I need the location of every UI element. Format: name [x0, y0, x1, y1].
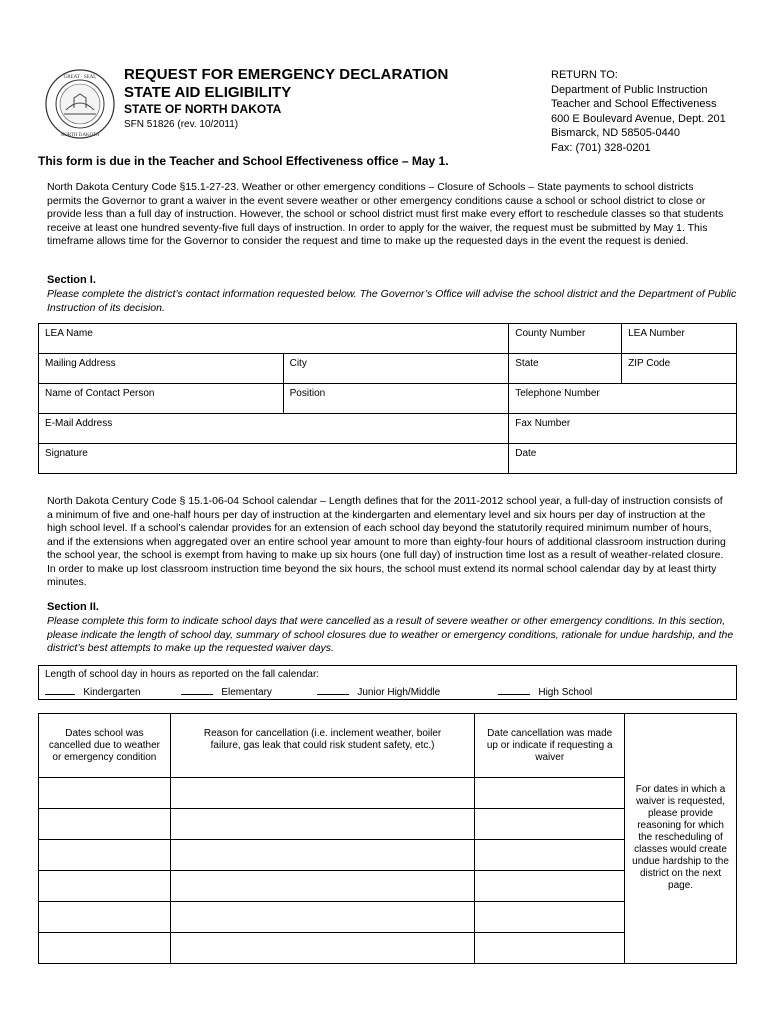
city-field[interactable] — [283, 354, 509, 384]
date-field[interactable] — [509, 444, 737, 474]
reason-cell[interactable] — [170, 778, 475, 809]
reason-cell[interactable] — [170, 809, 475, 840]
dates-column-header: Dates school was cancelled due to weather or emergency condition — [39, 714, 171, 778]
contact-person-field[interactable] — [39, 384, 284, 414]
lea-number-field[interactable] — [622, 324, 737, 354]
form-number: SFN 51826 (rev. 10/2011) — [124, 119, 239, 130]
field-label: Position — [289, 388, 326, 399]
field-label: Signature — [45, 448, 88, 459]
field-label: LEA Number — [628, 328, 685, 339]
return-to-line: 600 E Boulevard Avenue, Dept. 201 — [551, 112, 726, 125]
fax-field[interactable] — [509, 414, 737, 444]
field-label: Fax Number — [515, 418, 571, 429]
makeup-cell[interactable] — [475, 933, 625, 964]
form-title: REQUEST FOR EMERGENCY DECLARATION — [124, 66, 449, 83]
field-label: Mailing Address — [45, 358, 116, 369]
section-1-title: Section I. — [47, 274, 96, 286]
makeup-cell[interactable] — [475, 902, 625, 933]
school-day-length-box — [38, 665, 737, 700]
cancellation-dates-table — [38, 713, 737, 964]
date-cell[interactable] — [39, 840, 171, 871]
mailing-address-field[interactable] — [39, 354, 284, 384]
county-number-field[interactable] — [509, 324, 622, 354]
form-subtitle: STATE AID ELIGIBILITY — [124, 84, 292, 101]
svg-text:GREAT · SEAL: GREAT · SEAL — [63, 75, 97, 80]
field-label: E-Mail Address — [45, 418, 113, 429]
makeup-column-header: Date cancellation was made up or indicate if requesting a waiver — [475, 714, 625, 778]
hardship-side-note: For dates in which a waiver is requested, please provide reasoning for which the rescheduling of classes would create undue hardship to the district on the next page. — [625, 714, 737, 964]
makeup-cell[interactable] — [475, 809, 625, 840]
section-2-title: Section II. — [47, 601, 99, 613]
due-notice: This form is due in the Teacher and School Effectiveness office – May 1. — [38, 154, 449, 168]
intro-paragraph: North Dakota Century Code §15.1-27-23. Weather or other emergency conditions – Closure of Schools – State payments to school districts permits the Governor to grant a waiver in the event severe weather or other emergency conditions cause a school or school district to close or provide less than a full day of instruction. However, the school or school district must first make every effort to reschedule classes so that students receive at least one hundred seventy-five full days of instruction. In order to apply for the waiver, the request must be submitted by May 1. This timeframe allows time for the Governor to consider the request and time to make up the requested days in the event the request is denied. — [47, 181, 724, 247]
return-to-line: Department of Public Instruction — [551, 83, 708, 96]
field-label: County Number — [515, 328, 586, 339]
level-label: Junior High/Middle — [357, 687, 441, 698]
state-field[interactable] — [509, 354, 622, 384]
section-1-instructions: Please complete the district’s contact information requested below. The Governor’s Office will advise the school district and the Department of Public Instruction of its decision. — [47, 288, 737, 314]
field-label: State — [515, 358, 539, 369]
field-label: ZIP Code — [628, 358, 671, 369]
makeup-cell[interactable] — [475, 778, 625, 809]
state-name: STATE OF NORTH DAKOTA — [124, 102, 282, 116]
kindergarten-hours-input[interactable] — [45, 685, 75, 695]
email-field[interactable] — [39, 414, 509, 444]
school-day-length-label: Length of school day in hours as reported on the fall calendar: — [45, 669, 320, 680]
elementary-hours-input[interactable] — [181, 685, 213, 695]
svg-text:NORTH DAKOTA: NORTH DAKOTA — [60, 133, 100, 138]
return-to-block — [551, 68, 726, 155]
junior-high-hours-input[interactable] — [317, 685, 349, 695]
section-2-instructions: Please complete this form to indicate school days that were cancelled as a result of severe weather or other emergency conditions. In this section, please indicate the length of school day, summary of school closures due to weather or emergency conditions, rationale for undue hardship, and the district’s best attempts to make up the requested waiver days. — [47, 615, 734, 654]
level-label: Kindergarten — [83, 687, 141, 698]
lea-name-field[interactable] — [39, 324, 509, 354]
makeup-cell[interactable] — [475, 840, 625, 871]
reason-cell[interactable] — [170, 933, 475, 964]
reason-cell[interactable] — [170, 902, 475, 933]
date-cell[interactable] — [39, 778, 171, 809]
position-field[interactable] — [283, 384, 509, 414]
field-label: City — [289, 358, 307, 369]
field-label: Date — [515, 448, 537, 459]
zip-code-field[interactable] — [622, 354, 737, 384]
field-label: LEA Name — [45, 328, 93, 339]
return-to-line: Fax: (701) 328-0201 — [551, 141, 651, 154]
reason-cell[interactable] — [170, 871, 475, 902]
signature-field[interactable] — [39, 444, 509, 474]
level-label: High School — [538, 687, 593, 698]
date-cell[interactable] — [39, 933, 171, 964]
makeup-cell[interactable] — [475, 871, 625, 902]
return-to-line: Teacher and School Effectiveness — [551, 98, 717, 110]
date-cell[interactable] — [39, 809, 171, 840]
return-to-label: RETURN TO: — [551, 69, 618, 81]
return-to-line: Bismarck, ND 58505-0440 — [551, 127, 681, 139]
field-label: Name of Contact Person — [45, 388, 155, 399]
date-cell[interactable] — [39, 871, 171, 902]
contact-info-table — [38, 323, 737, 474]
field-label: Telephone Number — [515, 388, 600, 399]
calendar-paragraph: North Dakota Century Code § 15.1-06-04 School calendar – Length defines that for the 2011-2012 school year, a full-day of instruction consists of a minimum of five and one-half hours per day of instruction at the kindergarten and elementary level and six hours per day of instruction at the high school level. If a school’s calendar provides for an extension of each school day beyond the statutorily required minimum number of hours, and if the extensions when aggregated over an entire school year amount to more than eighty-four hours of additional classroom instruction during the school year, the school is exempt from having to make up six hours (one full day) of instruction time lost as a result of weather-related closure. In order to make up lost classroom instruction time beyond the six hours, the school must extend its normal school calendar day by at least thirty minutes. — [47, 495, 726, 588]
reason-cell[interactable] — [170, 840, 475, 871]
level-label: Elementary — [221, 687, 272, 698]
telephone-field[interactable] — [509, 384, 737, 414]
reason-column-header: Reason for cancellation (i.e. inclement weather, boiler failure, gas leak that could risk student safety, etc.) — [170, 714, 475, 778]
date-cell[interactable] — [39, 902, 171, 933]
high-school-hours-input[interactable] — [498, 685, 530, 695]
north-dakota-seal-icon — [44, 68, 116, 140]
